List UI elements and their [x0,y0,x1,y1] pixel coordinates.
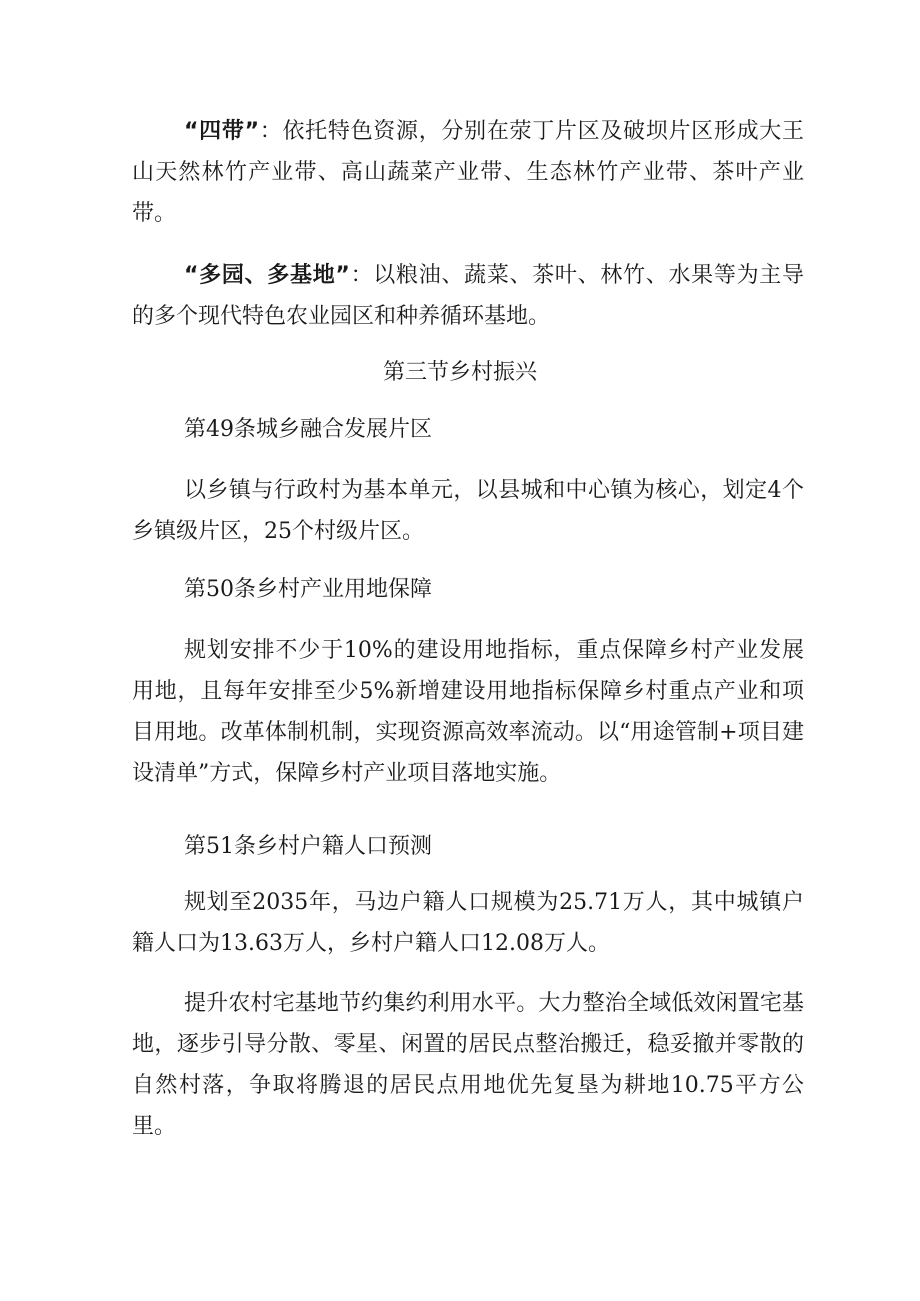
paragraph-sidai-text: ：依托特色资源，分别在荥丁片区及破坝片区形成大王山天然林竹产业带、高山蔬菜产业带、生态林竹产业带、茶叶产业带。 [132,119,804,226]
article-51-body: 规划至2035年，马边户籍人口规模为25.71万人，其中城镇户籍人口为13.63万人，乡村户籍人口12.08万人。 [132,890,804,956]
section-title: 第三节乡村振兴 [382,360,537,385]
article-50-body: 规划安排不少于10%的建设用地指标，重点保障乡村产业发展用地，且每年安排至少5%新增建设用地指标保障乡村重点产业和项目用地。改革体制机制，实现资源高效率流动。以“用途管制+项目建设清单”方式，保障乡村产业项目落地实施。 [132,638,804,786]
article-51-title: 第51条乡村户籍人口预测 [184,834,432,859]
paragraph-duoyuan-text: ：以粮油、蔬菜、茶叶、林竹、水果等为主导的多个现代特色农业园区和种养循环基地。 [132,263,804,329]
paragraph-duoyuan-lead: “多园、多基地” [184,263,350,288]
paragraph-homestead: 提升农村宅基地节约集约利用水平。大力整治全域低效闲置宅基地，逐步引导分散、零星、闲置的居民点整治搬迁，稳妥撤并零散的自然村落，争取将腾退的居民点用地优先复垦为耕地10.75平方公里。 [132,991,804,1139]
article-50-title: 第50条乡村产业用地保障 [184,577,432,602]
article-49-title: 第49条城乡融合发展片区 [184,417,432,442]
article-49-body: 以乡镇与行政村为基本单元，以县城和中心镇为核心，划定4个乡镇级片区，25个村级片区。 [132,478,804,544]
paragraph-sidai-lead: “四带” [184,119,260,144]
paragraph-sidai [132,111,804,234]
paragraph-duoyuan [132,255,804,337]
